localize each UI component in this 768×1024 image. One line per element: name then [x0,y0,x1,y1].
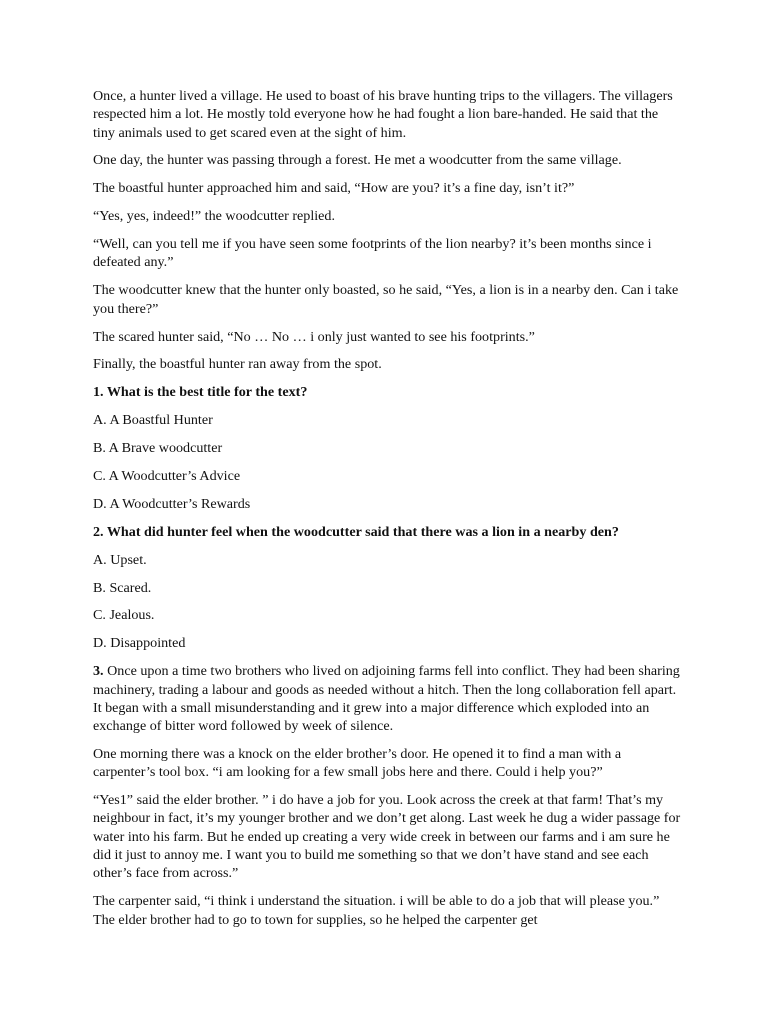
story-paragraph: One day, the hunter was passing through a forest. He met a woodcutter from the same village. [93,152,622,169]
question-3-intro [93,662,683,735]
question-2-option: D. Disappointed [93,635,186,652]
question-1-option: C. A Woodcutter’s Advice [93,467,241,484]
question-2-option: A. Upset. [93,551,147,568]
document-page [93,87,683,938]
question-2-option: C. Jealous. [93,607,155,624]
question-2: 2. What did hunter feel when the woodcutter said that there was a lion in a nearby den? [93,523,619,540]
question-3-intro-text: Once upon a time two brothers who lived on adjoining farms fell into conflict. They had been sharing machinery, trading a labour and goods as needed without a hitch. Then the long collaboration fell apart. It began with a small misunderstanding and it grew into a major difference which exploded into an exchange of bitter word followed by week of silence. [93,663,680,735]
story-paragraph: The woodcutter knew that the hunter only boasted, so he said, “Yes, a lion is in a nearby den. Can i take you there?” [93,282,679,317]
story-paragraph: One morning there was a knock on the elder brother’s door. He opened it to find a man with a carpenter’s tool box. “i am looking for a few small jobs here and there. Could i help you?” [93,746,622,781]
question-3-number: 3. [93,663,104,680]
question-2-option: B. Scared. [93,579,152,596]
question-1-option: A. A Boastful Hunter [93,412,213,429]
story-paragraph: “Well, can you tell me if you have seen some footprints of the lion nearby? it’s been months since i defeated any.” [93,236,652,271]
story-paragraph: The carpenter said, “i think i understand the situation. i will be able to do a job that will please you.” The elder brother had to go to town for supplies, so he helped the carpenter get [93,893,660,928]
question-1-option: B. A Brave woodcutter [93,440,223,457]
story-paragraph: The boastful hunter approached him and said, “How are you? it’s a fine day, isn’t it?” [93,180,575,197]
question-1-option: D. A Woodcutter’s Rewards [93,495,251,512]
story-paragraph: “Yes1” said the elder brother. ” i do have a job for you. Look across the creek at that farm! That’s my neighbour in fact, it’s my younger brother and we don’t get along. Last week he dug a wider passage for water into his farm. But he ended up creating a very wide creek in between our farms and i am sure he did it just to annoy me. I want you to build me something so that we don’t have stand and see each other’s face from across.” [93,792,681,882]
story-paragraph: The scared hunter said, “No … No … i only just wanted to see his footprints.” [93,328,535,345]
story-paragraph: Finally, the boastful hunter ran away from the spot. [93,356,382,373]
question-1: 1. What is the best title for the text? [93,384,308,401]
story-paragraph: Once, a hunter lived a village. He used to boast of his brave hunting trips to the villagers. The villagers respected him a lot. He mostly told everyone how he had fought a lion bare-handed. He said that the tiny animals used to get scared even at the sight of him. [93,88,673,141]
story-paragraph: “Yes, yes, indeed!” the woodcutter replied. [93,208,336,225]
